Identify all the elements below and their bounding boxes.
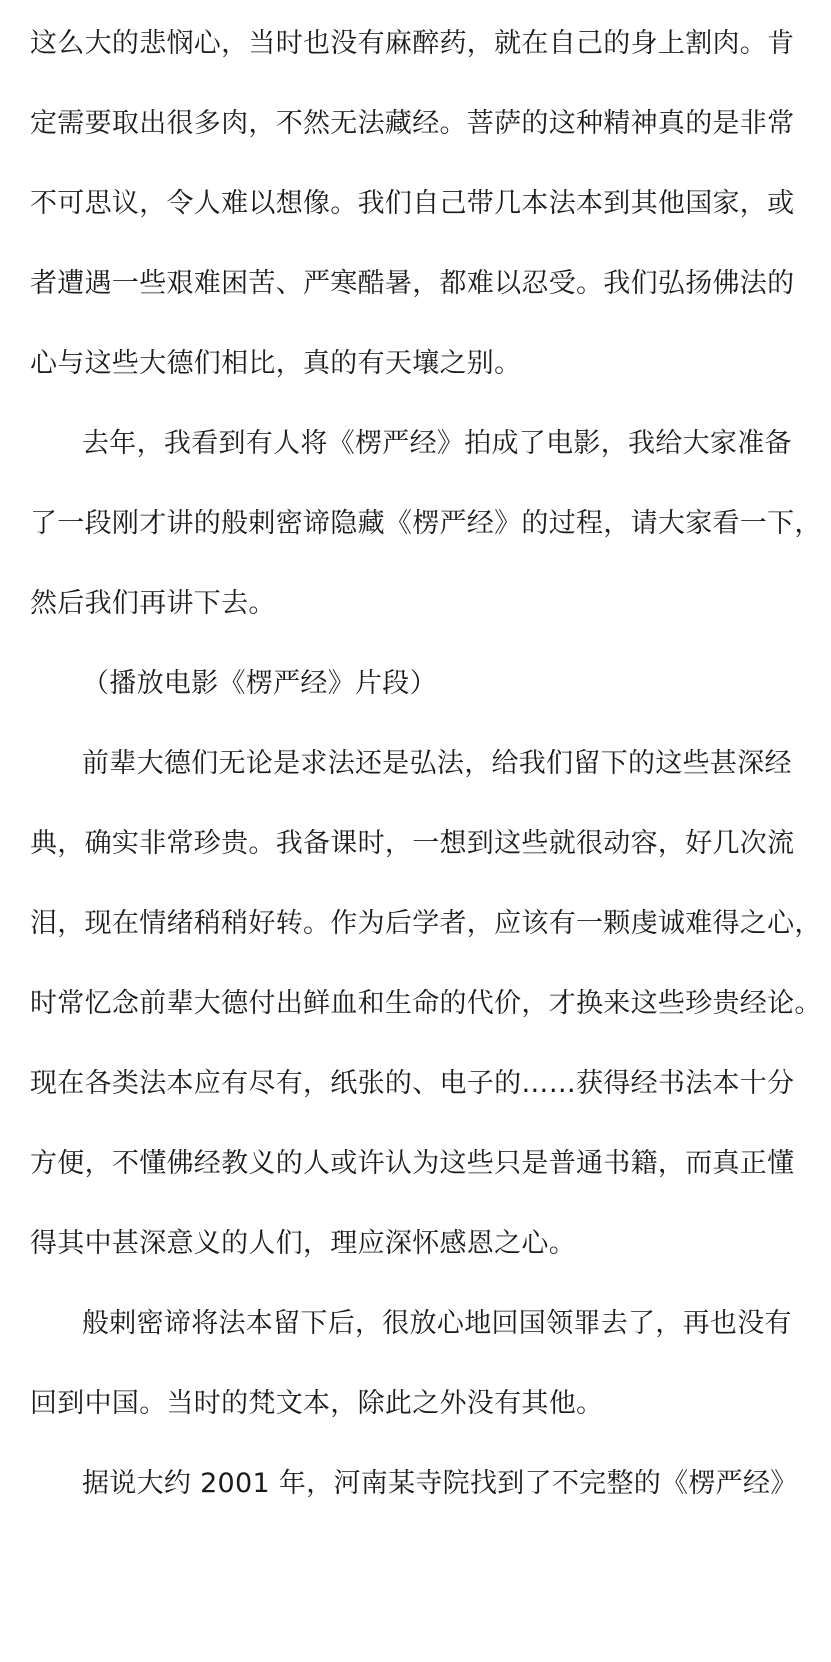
text-line: 不可思议，令人难以想像。我们自己带几本法本到其他国家，或: [30, 188, 795, 219]
stage-direction: （播放电影《楞严经》片段）: [82, 668, 437, 699]
text-line: 了一段刚才讲的般剌密谛隐藏《楞严经》的过程，请大家看一下，: [30, 508, 822, 539]
paragraph-first-line: 据说大约 2001 年，河南某寺院找到了不完整的《楞严经》: [82, 1468, 798, 1499]
text-line: 这么大的悲悯心，当时也没有麻醉药，就在自己的身上割肉。肯: [30, 28, 795, 59]
text-line: 然后我们再讲下去。: [30, 588, 276, 619]
text-line: 心与这些大德们相比，真的有天壤之别。: [30, 348, 522, 379]
paragraph-first-line: 般剌密谛将法本留下后，很放心地回国领罪去了，再也没有: [82, 1308, 792, 1339]
text-line: 泪，现在情绪稍稍好转。作为后学者，应该有一颗虔诚难得之心，: [30, 908, 822, 939]
text-line: 时常忆念前辈大德付出鲜血和生命的代价，才换来这些珍贵经论。: [30, 988, 822, 1019]
text-line: 得其中甚深意义的人们，理应深怀感恩之心。: [30, 1228, 576, 1259]
text-line: 现在各类法本应有尽有，纸张的、电子的……获得经书法本十分: [30, 1068, 795, 1099]
text-line: 者遭遇一些艰难困苦、严寒酷暑，都难以忍受。我们弘扬佛法的: [30, 268, 795, 299]
text-line: 方便，不懂佛经教义的人或许认为这些只是普通书籍，而真正懂: [30, 1148, 795, 1179]
paragraph-first-line: 前辈大德们无论是求法还是弘法，给我们留下的这些甚深经: [82, 748, 792, 779]
text-line: 典，确实非常珍贵。我备课时，一想到这些就很动容，好几次流: [30, 828, 795, 859]
text-line: 回到中国。当时的梵文本，除此之外没有其他。: [30, 1388, 604, 1419]
text-line: 定需要取出很多肉，不然无法藏经。菩萨的这种精神真的是非常: [30, 108, 795, 139]
paragraph-first-line: 去年，我看到有人将《楞严经》拍成了电影，我给大家准备: [82, 428, 792, 459]
